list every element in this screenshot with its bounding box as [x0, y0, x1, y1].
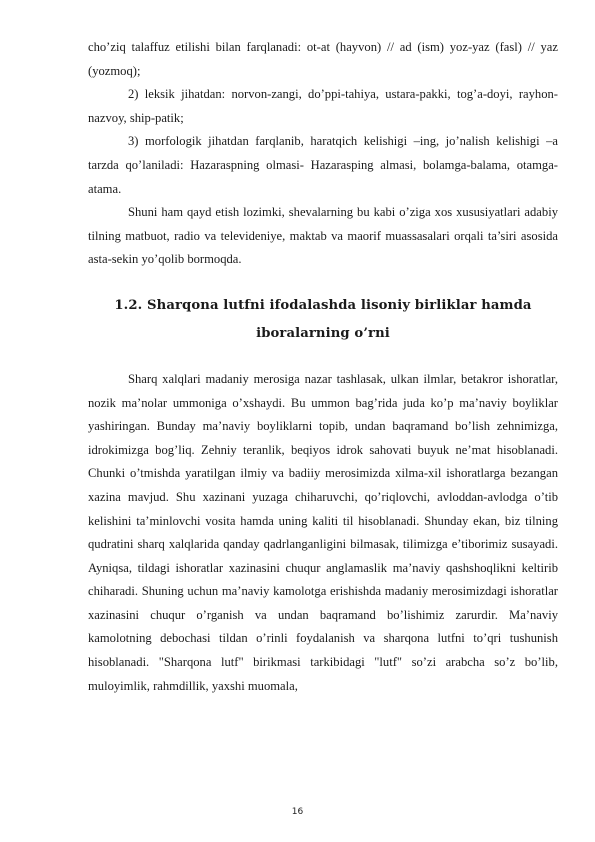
document-page [88, 36, 558, 698]
paragraph-continuation: cho’ziq talaffuz etilishi bilan farqlanadi: ot-at (hayvon) // ad (ism) yoz-yaz (fasl) // yaz (yozmoq); [88, 40, 558, 78]
paragraph-dialect-features: Shuni ham qayd etish lozimki, shevalarning bu kabi o’ziga xos xususiyatlari adabiy tilning matbuot, radio va televideniye, maktab va maorif muassasalari orqali ta’siri asosida asta-sekin yo’qolib bormoqda. [88, 205, 558, 267]
section-heading [88, 292, 558, 348]
paragraph-morphological: 3) morfologik jihatdan farqlanib, haratqich kelishigi –ing, jo’nalish kelishigi –a tarzda qo’laniladi: Hazaraspning olmasi- Hazarasping almasi, bolamga-balama, otamga-atama. [88, 134, 558, 196]
paragraph-section-body: Sharq xalqlari madaniy merosiga nazar tashlasak, ulkan ilmlar, betakror ishoratlar, nozik ma’nolar ummoniga o’xshaydi. Bu ummon bag’rida juda ko’p ma’naviy boyliklar yashiringan. Bunday ma’naviy boyliklarni topib, undan baqramand bo’lish zehnimizga, idrokimizga bog’liq. Zehniy teranlik, beqiyos idrok sahovati buyuk ne’mat hisoblanadi. Chunki o’tmishda yaratilgan ilmiy va badiiy merosimizda xilma-xil ishoratlarga bezangan xazina mavjud. Shu xazinani yuzaga chiharuvchi, qo’riqlovchi, avloddan-avlodga o’tib kelishini ta’minlovchi vosita hamda uning kaliti til hisoblanadi. Shunday ekan, biz tilning qudratini sharq xalqlarida qanday qadrlanganligini bilmasak, tilimizga e’tiborimiz susayadi. Ayniqsa, tildagi ishoratlar xazinasini chuqur anglamaslik ma’naviy qashshoqlikni keltirib chiharadi. Shuning uchun ma’naviy kamolotga erishishda madaniy merosimizdagi ishoratlar xazinasini chuqur o’rganish va undan baqramand bo’lishimiz zarurdir. Ma’naviy kamolotning debochasi tildan o’rinli foydalanish va sharqona lutfni to’qri tushunish hisoblanadi. "Sharqona lutf" birikmasi tarkibidagi "lutf" so’zi arabcha so’z bo’lib, muloyimlik, rahmdillik, yaxshi muomala, [88, 371, 558, 693]
section-heading-line-2: iboralarning o’rni [256, 325, 390, 341]
paragraph-lexical: 2) leksik jihatdan: norvon-zangi, do’ppi-tahiya, ustara-pakki, tog’a-doyi, rayhon-nazvoy, ship-patik; [88, 87, 558, 125]
section-heading-line-1: 1.2. Sharqona lutfni ifodalashda lisoniy birliklar hamda [114, 297, 532, 313]
page-number: 16 [291, 807, 304, 817]
